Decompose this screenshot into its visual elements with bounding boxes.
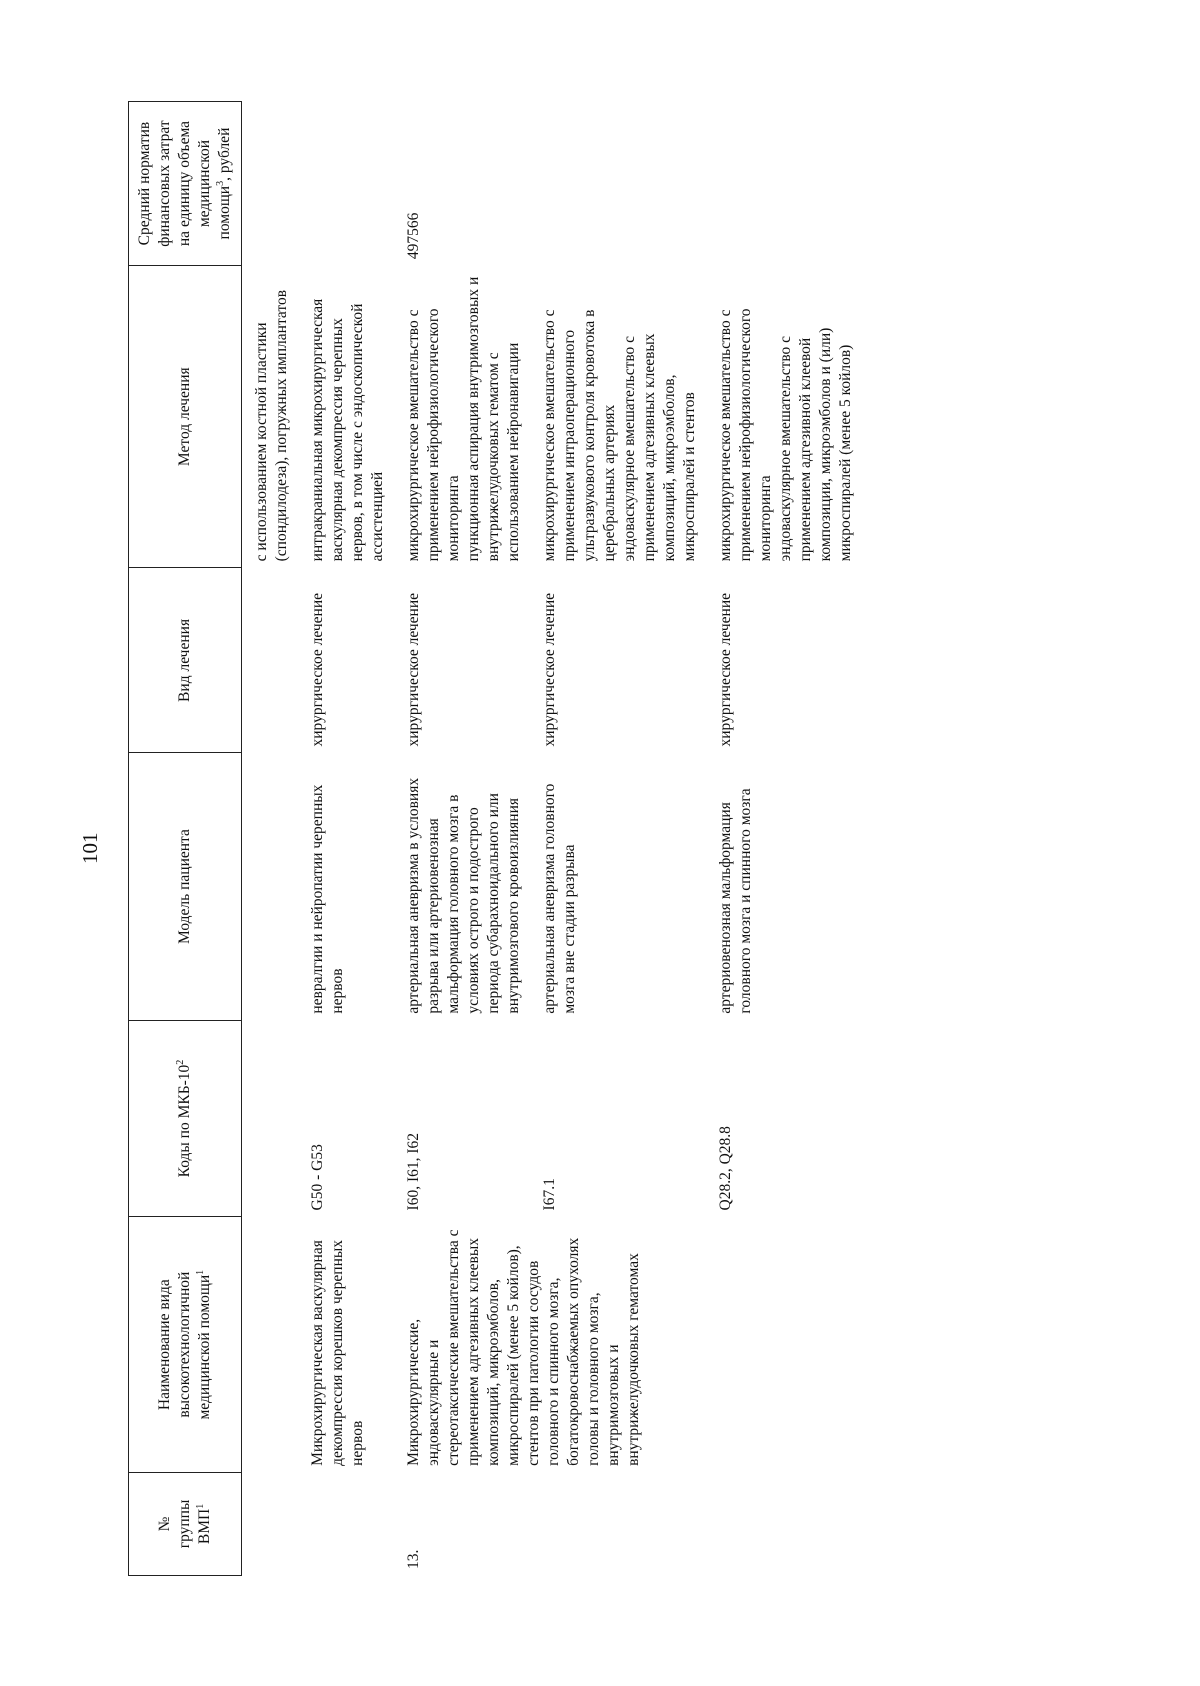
- cell-cost: [294, 102, 390, 266]
- cell-name: Микрохирургическая васкулярная декомпрессия корешков черепных нервов: [309, 1239, 366, 1466]
- header-treatment-kind: Вид лечения: [129, 568, 242, 753]
- cell-codes: Q28.2, Q28.8: [717, 1126, 734, 1211]
- cell-model: артериовенозная мальформация головного мозга и спинного мозга: [717, 788, 754, 1014]
- cell-model: артериальная аневризма головного мозга вне стадии разрыва: [541, 783, 578, 1014]
- cell-kind: хирургическое лечение: [405, 592, 422, 747]
- page-number: 101: [78, 832, 102, 864]
- cell-cost: [702, 102, 858, 266]
- cell-number: [242, 1472, 295, 1575]
- cell-codes: I60, I61, I62: [405, 1132, 422, 1211]
- cell-cost: 497566: [405, 212, 422, 260]
- cell-codes: I67.1: [541, 1178, 558, 1211]
- header-average-cost: Средний норматив финансовых затрат на единицу объема медицинской помощи$^3$, рублей: [129, 102, 242, 266]
- cell-method: интракраниальная микрохирургическая васкулярная декомпрессия черепных нервов, в том числе с эндоскопической ассистенцией: [309, 298, 386, 562]
- table-header-row: [129, 102, 242, 1576]
- cell-cost: [242, 102, 295, 266]
- cell-model: невралгии и нейропатии черепных нервов: [309, 784, 346, 1014]
- cell-number: 13.: [405, 1549, 422, 1569]
- cell-method: с использованием костной пластики (спондилодеза), погружных имплантатов: [253, 289, 290, 562]
- table-row: [294, 102, 390, 1576]
- cell-codes: [242, 1020, 295, 1217]
- vmp-table: [128, 101, 858, 1576]
- cell-model: артериальная аневризма в условиях разрыва или артериовенозная мальформация головного мозга в условиях острого и подострого периода субарахноидального или внутримозгового кровоизлияния: [405, 777, 522, 1014]
- cell-cost: [526, 102, 702, 266]
- cell-kind: хирургическое лечение: [541, 592, 558, 747]
- cell-number: [294, 1472, 390, 1575]
- cell-number: [526, 1472, 702, 1575]
- cell-model: [242, 753, 295, 1020]
- cell-kind: хирургическое лечение: [309, 592, 326, 747]
- header-vmp-name: Наименование вида высокотехнологичной медицинской помощи$^1$: [129, 1217, 242, 1472]
- cell-method: микрохирургическое вмешательство с применением нейрофизиологического мониторинга пункционная аспирация внутримозговых и внутрижелудочковых гематом с использованием нейронавигации: [405, 276, 522, 562]
- cell-kind: [242, 568, 295, 753]
- table-row: [390, 102, 526, 1576]
- cell-codes: G50 - G53: [309, 1144, 326, 1211]
- header-icd-codes: Коды по МКБ-$10^2$: [129, 1020, 242, 1217]
- cell-kind: хирургическое лечение: [717, 592, 734, 747]
- cell-method: микрохирургическое вмешательство с применением нейрофизиологического мониторинга эндоваскулярное вмешательство с применением адгезивной клеевой композиции, микроэмболов и (или) микроспиралей (менее 5 койлов): [717, 308, 854, 562]
- cell-name: Микрохирургические, эндоваскулярные и стереотаксические вмешательства с применением адгезивных клеевых композиций, микроэмболов, микроспиралей (менее 5 койлов), стентов при патологии сосудов головного и спинного мозга, богатокровоснабжаемых опухолях головы и головного мозга, внутримозговых и внутрижелудочковых гематомах: [405, 1229, 642, 1466]
- cell-name: [242, 1217, 295, 1472]
- header-group-number: № группы ВМП$^1$: [129, 1472, 242, 1575]
- cell-method: микрохирургическое вмешательство с применением интраоперационного ультразвукового контроля кровотока в церебральных артериях эндоваскулярное вмешательство с применением адгезивных клеевых композиций, микроэмболов, микроспиралей и стентов: [541, 309, 698, 562]
- header-patient-model: Модель пациента: [129, 753, 242, 1020]
- header-treatment-method: Метод лечения: [129, 266, 242, 568]
- table-row: [242, 102, 295, 1576]
- cell-number: [702, 1472, 858, 1575]
